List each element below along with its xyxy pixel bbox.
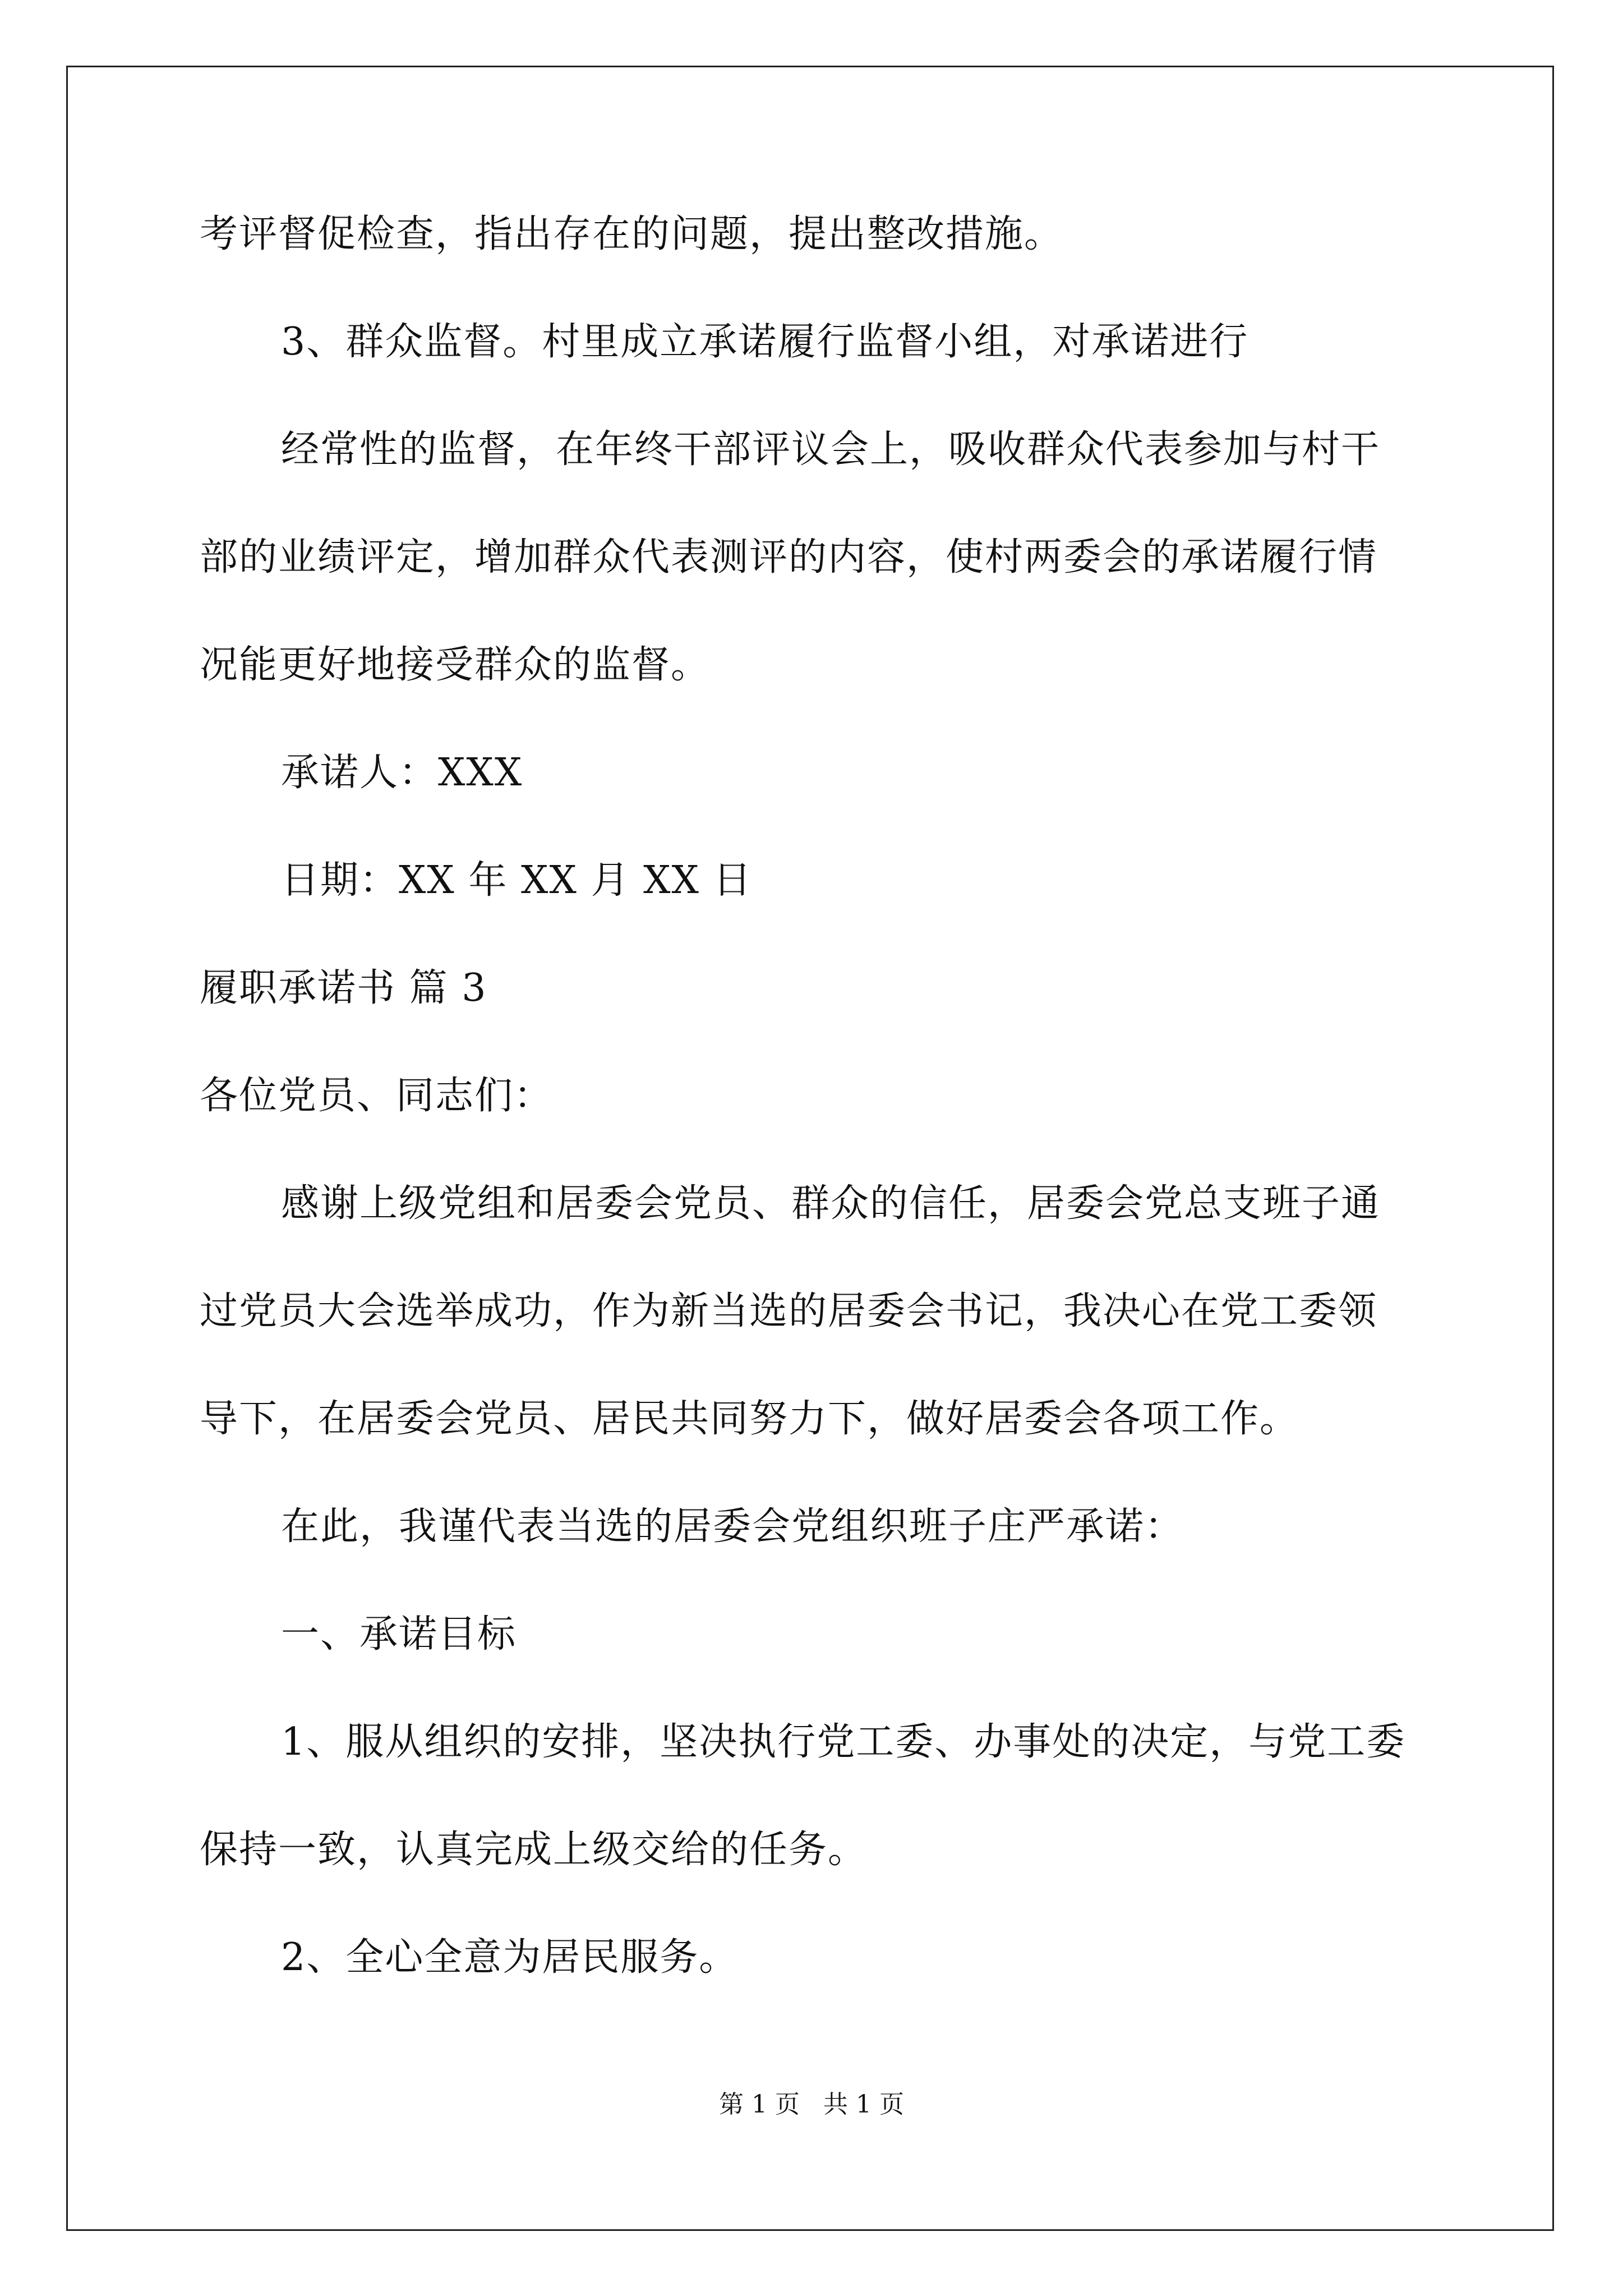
page-footer: 第 1 页 共 1 页 — [719, 2090, 904, 2119]
text-line: 部的业绩评定，增加群众代表测评的内容，使村两委会的承诺履行情 — [200, 535, 1378, 579]
date-line: 日期：XX 年 XX 月 XX 日 — [281, 858, 753, 903]
document-body — [200, 208, 1433, 2039]
subheading: 一、承诺目标 — [281, 1612, 517, 1657]
text-line: 2、全心全意为居民服务。 — [281, 1935, 739, 1980]
text-line: 经常性的监督，在年终干部评议会上，吸收群众代表参加与村干 — [281, 427, 1381, 472]
text-line: 过党员大会选举成功，作为新当选的居委会书记，我决心在党工委领 — [200, 1289, 1378, 1333]
text-line: 3、群众监督。村里成立承诺履行监督小组，对承诺进行 — [281, 320, 1249, 364]
text-line: 1、服从组织的安排，坚决执行党工委、办事处的决定，与党工委 — [281, 1720, 1406, 1764]
signatory-line: 承诺人：XXX — [281, 751, 523, 795]
text-line: 导下，在居委会党员、居民共同努力下，做好居委会各项工作。 — [200, 1397, 1299, 1441]
text-line: 在此，我谨代表当选的居委会党组织班子庄严承诺： — [281, 1504, 1184, 1549]
text-line: 考评督促检查，指出存在的问题，提出整改措施。 — [200, 212, 1064, 256]
text-line: 况能更好地接受群众的监督。 — [200, 643, 711, 687]
text-line: 感谢上级党组和居委会党员、群众的信任，居委会党总支班子通 — [281, 1181, 1381, 1226]
salutation: 各位党员、同志们： — [200, 1074, 554, 1118]
section-heading: 履职承诺书 篇 3 — [200, 966, 487, 1010]
text-line: 保持一致，认真完成上级交给的任务。 — [200, 1828, 868, 1872]
